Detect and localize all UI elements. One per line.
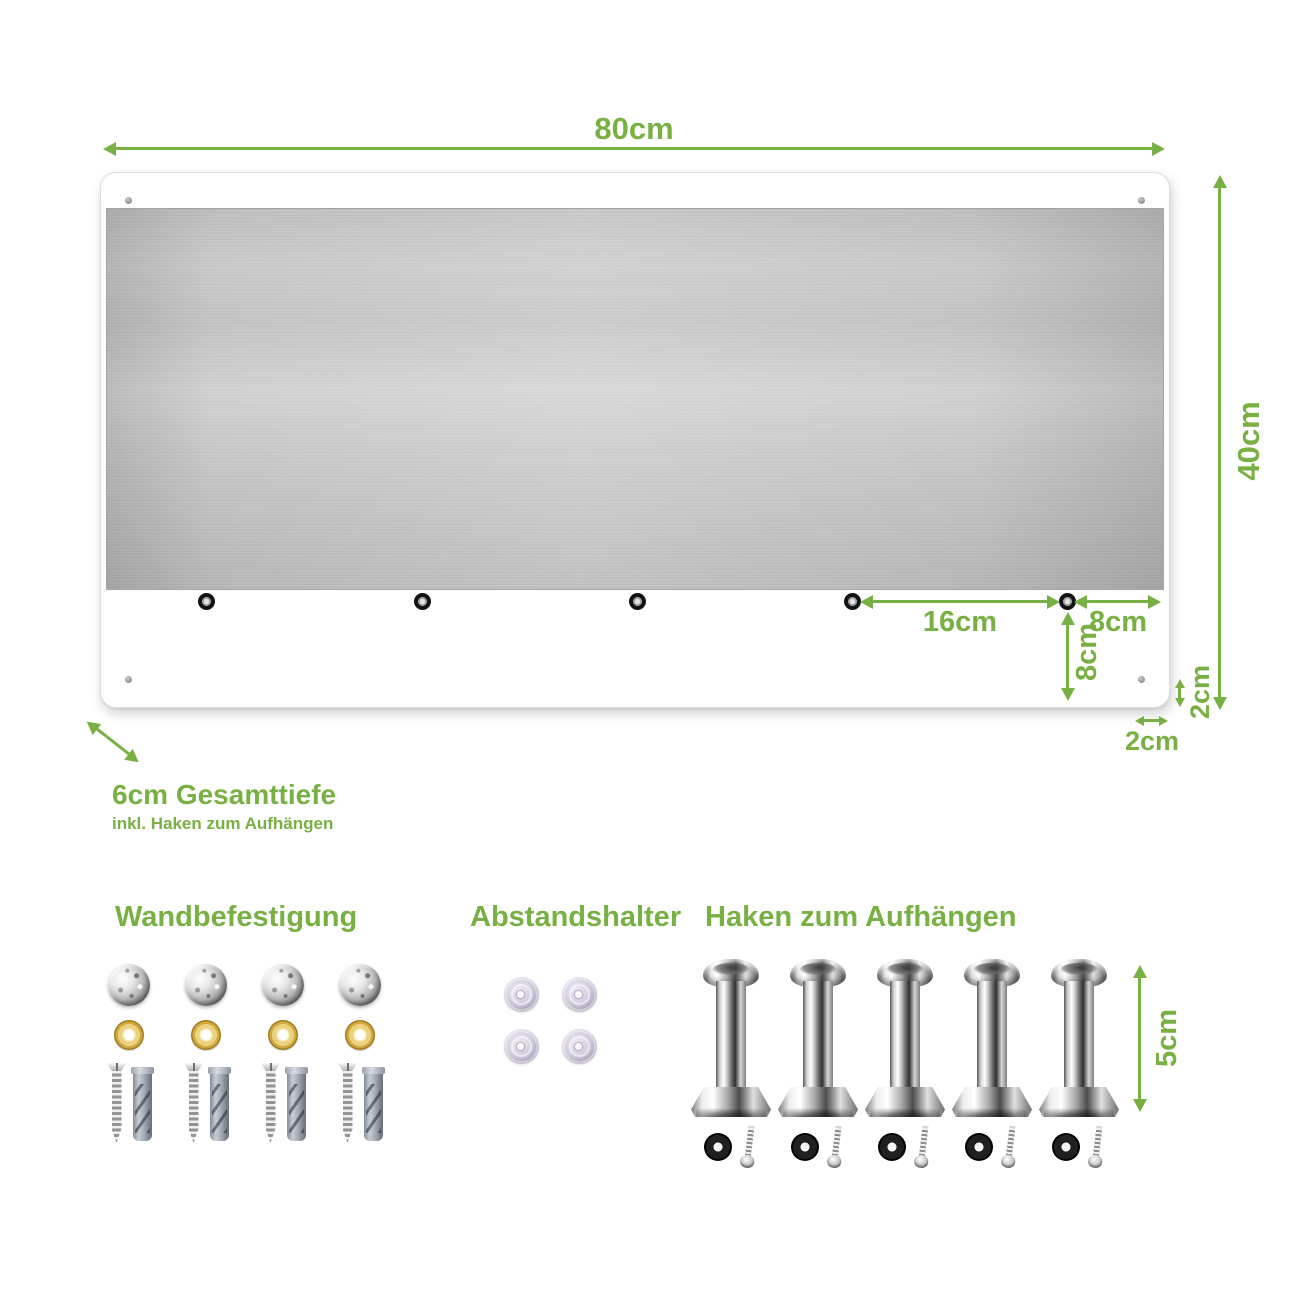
hook-spacing-label: 16cm <box>922 606 998 638</box>
hook-mount-screw-icon <box>198 593 215 610</box>
screw-cap-icon <box>108 964 150 1006</box>
brass-washer-icon <box>114 1020 144 1050</box>
screw-cap-icon <box>339 964 381 1006</box>
black-washer-icon <box>878 1133 906 1161</box>
hook-height-arrow-icon <box>1138 978 1141 1099</box>
brushed-metal-surface <box>106 208 1164 590</box>
right-offset-label: 8cm <box>1088 606 1148 638</box>
corner-hole-icon <box>125 676 132 683</box>
spacer-icon <box>562 1029 597 1064</box>
corner-hole-icon <box>1138 197 1145 204</box>
width-dimension-label: 80cm <box>594 111 674 146</box>
black-washer-icon <box>1052 1133 1080 1161</box>
brass-washer-icon <box>191 1020 221 1050</box>
hook-height-label: 5cm <box>1151 1008 1183 1068</box>
wall-anchor-icon <box>364 1067 383 1141</box>
brass-washer-icon <box>268 1020 298 1050</box>
wall-mount-set <box>90 964 168 1143</box>
screw-cap-icon <box>262 964 304 1006</box>
black-washer-icon <box>791 1133 819 1161</box>
depth-title: 6cm Gesamttiefe <box>112 779 337 810</box>
corner-offset-v-label: 2cm <box>1185 664 1215 720</box>
spacer-icon <box>562 977 597 1012</box>
wall-anchor-icon <box>210 1067 229 1141</box>
hook-spacing-arrow-icon <box>873 600 1047 603</box>
hook-icon <box>865 959 945 1117</box>
height-dimension-arrow-icon <box>1218 188 1221 697</box>
black-washer-icon <box>965 1133 993 1161</box>
spacers-heading: Abstandshalter <box>470 901 682 933</box>
hook-icon <box>1039 959 1119 1117</box>
wall-anchor-icon <box>287 1067 306 1141</box>
hook-icon <box>778 959 858 1117</box>
brass-washer-icon <box>345 1020 375 1050</box>
hook-screw-icon <box>1087 1125 1106 1168</box>
hook-mount-screw-icon <box>414 593 431 610</box>
hook-mount-screw-icon <box>629 593 646 610</box>
black-washer-icon <box>704 1133 732 1161</box>
hook-bottom-label: 8cm <box>1071 622 1103 682</box>
wall-anchor-icon <box>133 1067 152 1141</box>
hooks-heading: Haken zum Aufhängen <box>705 901 1017 933</box>
wall-screw-icon <box>184 1063 204 1143</box>
corner-offset-h-arrow-icon <box>1144 719 1159 722</box>
corner-offset-h-label: 2cm <box>1124 726 1180 756</box>
hook-mount-screw-icon <box>844 593 861 610</box>
spacer-group <box>504 977 597 1064</box>
hook-bottom-arrow-icon <box>1066 625 1069 688</box>
depth-subtitle: inkl. Haken zum Aufhängen <box>112 814 334 833</box>
spacer-icon <box>504 1029 539 1064</box>
wall-mount-set <box>244 964 322 1143</box>
depth-arrow-icon <box>96 728 129 755</box>
hook-screw-icon <box>1000 1125 1019 1168</box>
hook-screw-icon <box>739 1125 758 1168</box>
screw-cap-icon <box>185 964 227 1006</box>
wall-screw-icon <box>261 1063 281 1143</box>
width-dimension-arrow-icon <box>116 147 1152 150</box>
hook-screw-icon <box>913 1125 932 1168</box>
wall-mount-set <box>167 964 245 1143</box>
wall-screw-icon <box>338 1063 358 1143</box>
corner-hole-icon <box>125 197 132 204</box>
spacer-icon <box>504 977 539 1012</box>
hook-icon <box>691 959 771 1117</box>
hook-screw-icon <box>826 1125 845 1168</box>
hook-icon <box>952 959 1032 1117</box>
wall-mount-set <box>321 964 399 1143</box>
corner-offset-v-arrow-icon <box>1178 688 1181 698</box>
height-dimension-label: 40cm <box>1231 401 1266 481</box>
wall-screw-icon <box>107 1063 127 1143</box>
corner-hole-icon <box>1138 676 1145 683</box>
wall-mount-heading: Wandbefestigung <box>115 901 358 933</box>
